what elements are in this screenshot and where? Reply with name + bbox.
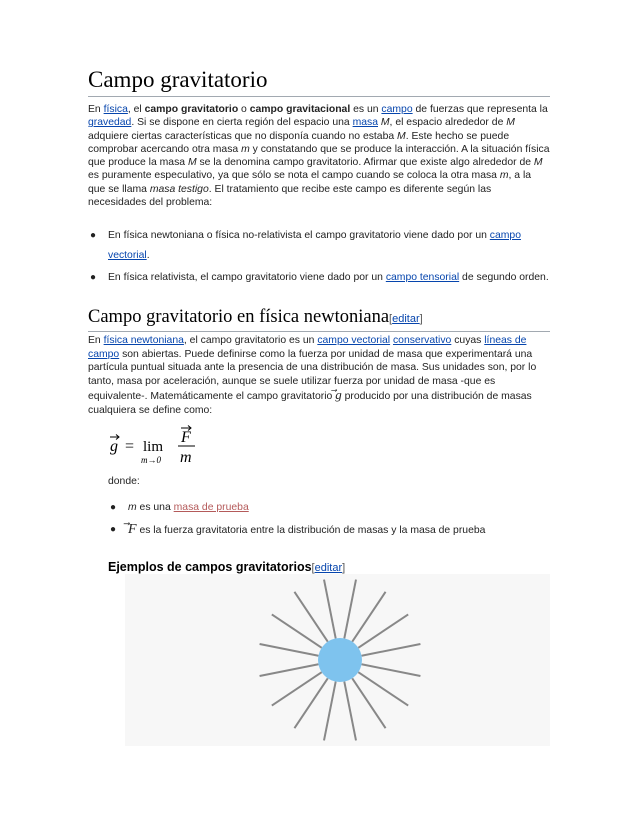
- symbol-text: F: [128, 522, 137, 537]
- link-fisica[interactable]: física: [103, 104, 128, 115]
- edit-link[interactable]: editar: [392, 313, 420, 325]
- formula-lim: lim: [143, 439, 164, 455]
- text: , a la que se llama: [88, 170, 532, 195]
- edit-bracket: [: [389, 313, 393, 325]
- edit-bracket: ]: [419, 313, 423, 325]
- text: o: [238, 104, 250, 115]
- italic-symbol: M: [187, 157, 197, 169]
- formula-svg: [108, 424, 308, 468]
- text: de fuerzas que representa la: [412, 104, 548, 115]
- italic-symbol: M: [397, 130, 406, 142]
- formula-eq: =: [125, 438, 135, 455]
- italic-symbol: m: [241, 143, 250, 155]
- text: En: [88, 104, 104, 115]
- intro-paragraph: [88, 103, 550, 209]
- edit-bracket: ]: [342, 562, 346, 574]
- field-line: [362, 664, 421, 676]
- field-line: [260, 664, 319, 676]
- link-campo-vectorial[interactable]: campo vectorial: [317, 335, 391, 346]
- list-item: [108, 498, 550, 518]
- text: En física relativista, el campo gravitatorio viene dado por un: [108, 272, 386, 283]
- link-campo-vectorial[interactable]: campo vectorial: [108, 230, 521, 261]
- bullet-icon: ●: [110, 502, 117, 513]
- bold-term: campo gravitatorio: [144, 104, 239, 115]
- link-masa-de-prueba[interactable]: masa de prueba: [173, 502, 249, 513]
- text: adquiere ciertas características que no disponía cuando no estaba: [88, 130, 398, 142]
- heading-text: Ejemplos de campos gravitatorios: [108, 560, 312, 574]
- newtonian-paragraph: [88, 334, 550, 418]
- field-line: [272, 672, 322, 705]
- field-line: [294, 678, 327, 728]
- formula-sub: m→0: [141, 455, 161, 465]
- section-heading-ejemplos: [108, 560, 345, 574]
- field-line: [358, 614, 408, 647]
- formula-den: m: [180, 449, 192, 466]
- bullet-icon: ●: [90, 230, 97, 241]
- italic-symbol: m: [499, 170, 509, 182]
- field-line: [358, 672, 408, 705]
- text: , el espacio alrededor de: [389, 117, 507, 129]
- donde-label: donde:: [108, 476, 140, 487]
- field-line: [344, 580, 356, 639]
- link-conservativo[interactable]: conservativo: [392, 335, 452, 346]
- mass-sphere: [318, 638, 362, 682]
- bold-term: campo gravitacional: [249, 104, 351, 115]
- formula-g: g: [110, 438, 118, 455]
- text: , el: [127, 104, 145, 115]
- text: es la fuerza gravitatoria entre la distribución de masas y la masa de prueba: [136, 525, 486, 536]
- field-line: [352, 678, 385, 728]
- link-campo[interactable]: campo: [381, 104, 413, 115]
- list-item: [88, 268, 550, 288]
- italic-symbol: M: [533, 157, 543, 169]
- text: de segundo orden.: [459, 272, 549, 283]
- text: son abiertas. Puede definirse como la fuerza por unidad de masa que experimentará una partícula puntual situada ante la presencia de una distribución de masa. Sus unidades son, por lo tanto, masa por aceleración, aunque se suele utilizar fuerza por unidad de masa -que es equivalente-. Matemáticamente el campo gravitatorio: [88, 348, 537, 403]
- text: . El tratamiento que recibe este campo es diferente según las necesidades del problema:: [88, 183, 492, 209]
- text: es una: [136, 502, 174, 513]
- italic-symbol: m: [128, 502, 137, 513]
- list-item: [88, 226, 550, 266]
- link-lineas-de-campo[interactable]: líneas de campo: [88, 335, 527, 360]
- vector-F-symbol: [128, 522, 137, 537]
- field-line: [294, 592, 327, 642]
- link-campo-tensorial[interactable]: campo tensorial: [385, 272, 460, 283]
- italic-term: masa testigo: [149, 183, 209, 195]
- field-line: [352, 592, 385, 642]
- bullet-list-2: [108, 498, 550, 541]
- bullet-icon: ●: [110, 524, 117, 535]
- text: se la denomina campo gravitatorio. Afirmar que existe algo alrededor de: [196, 157, 534, 169]
- formula: [108, 424, 308, 468]
- field-line: [344, 682, 356, 741]
- link-fisica-newtoniana[interactable]: física newtoniana: [103, 335, 184, 346]
- text: , el campo gravitatorio es un: [183, 335, 318, 346]
- text: cuyas: [451, 335, 485, 346]
- text: es puramente especulativo, ya que sólo se nota el campo cuando se coloca la otra masa: [88, 170, 500, 182]
- link-masa[interactable]: masa: [352, 117, 378, 129]
- gravitational-field-figure: [125, 574, 550, 746]
- link-gravedad[interactable]: gravedad: [88, 117, 132, 129]
- text: En física newtoniana o física no-relativista el campo gravitatorio viene dado por un: [108, 230, 490, 241]
- heading-text: Campo gravitatorio en física newtoniana: [88, 307, 390, 327]
- edit-bracket: [: [311, 562, 315, 574]
- section-heading-newtoniana: [88, 306, 550, 332]
- text: En: [88, 335, 104, 346]
- bullet-icon: ●: [90, 272, 97, 283]
- text: es un: [350, 104, 382, 115]
- text: y constatando que se produce la interacción. A la situación física que produce la masa: [88, 143, 550, 169]
- text: . Si se dispone en cierta región del espacio una: [131, 117, 353, 129]
- formula-num: F: [181, 429, 191, 446]
- field-line: [324, 580, 336, 639]
- field-line: [362, 644, 421, 656]
- italic-symbol: M: [380, 117, 390, 129]
- field-line: [324, 682, 336, 741]
- symbol-text: g: [335, 387, 342, 403]
- bullet-list-1: [88, 226, 550, 288]
- field-line: [272, 614, 322, 647]
- text: producido por una distribución de masas cualquiera se define como:: [88, 391, 532, 416]
- list-item: [108, 520, 550, 541]
- field-line: [260, 644, 319, 656]
- italic-symbol: M: [506, 117, 515, 129]
- text: .: [146, 250, 150, 261]
- text: . Este hecho se puede comprobar acercando otra masa: [88, 130, 510, 155]
- page-title: Campo gravitatorio: [88, 66, 550, 97]
- field-diagram: [125, 574, 550, 746]
- edit-link[interactable]: editar: [314, 562, 343, 574]
